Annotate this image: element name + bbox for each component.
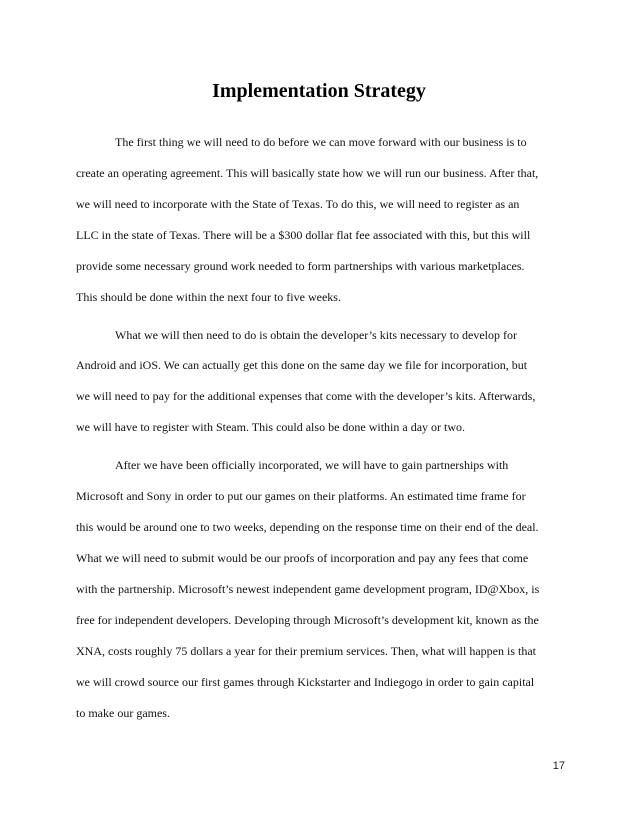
paragraph-1-line-1: The first thing we will need to do before we can move forward with our business is to	[115, 135, 527, 149]
paragraph-2-line-1: What we will then need to do is obtain the developer’s kits necessary to develop for	[115, 328, 517, 342]
paragraph-3-line-7: XNA, costs roughly 75 dollars a year for their premium services. Then, what will happen is that	[76, 644, 537, 658]
paragraph-1-line-3: we will need to incorporate with the State of Texas. To do this, we will need to register as an	[76, 197, 520, 211]
paragraph-3-line-2: Microsoft and Sony in order to put our games on their platforms. An estimated time frame for	[76, 489, 526, 503]
page-number: 17	[552, 760, 565, 772]
paragraph-1-line-5: provide some necessary ground work needed to form partnerships with various marketplaces.	[76, 259, 525, 273]
paragraph-3-line-5: with the partnership. Microsoft’s newest independent game development program, ID@Xbox, is	[76, 582, 540, 596]
paragraph-3-line-6: free for independent developers. Developing through Microsoft’s development kit, known as the	[76, 613, 539, 627]
paragraph-1-line-6: This should be done within the next four to five weeks.	[76, 290, 341, 304]
paragraph-3-line-4: What we will need to submit would be our proofs of incorporation and pay any fees that come	[76, 551, 529, 565]
paragraph-1-line-4: LLC in the state of Texas. There will be a $300 dollar flat fee associated with this, but this will	[76, 228, 531, 242]
paragraph-1-line-2: create an operating agreement. This will basically state how we will run our business. After that,	[76, 166, 539, 180]
paragraph-3-line-9: to make our games.	[76, 706, 170, 720]
page-title: Implementation Strategy	[212, 80, 426, 102]
paragraph-3-line-1: After we have been officially incorporated, we will have to gain partnerships with	[115, 458, 509, 472]
paragraph-2-line-2: Android and iOS. We can actually get this done on the same day we file for incorporation, but	[76, 358, 528, 372]
paragraph-2-line-3: we will need to pay for the additional expenses that come with the developer’s kits. Afterwards,	[76, 389, 536, 403]
paragraph-3-line-3: this would be around one to two weeks, depending on the response time on their end of the deal.	[76, 520, 539, 534]
paragraph-3-line-8: we will crowd source our first games through Kickstarter and Indiegogo in order to gain capital	[76, 675, 535, 689]
paragraph-2-line-4: we will have to register with Steam. This could also be done within a day or two.	[76, 420, 466, 434]
